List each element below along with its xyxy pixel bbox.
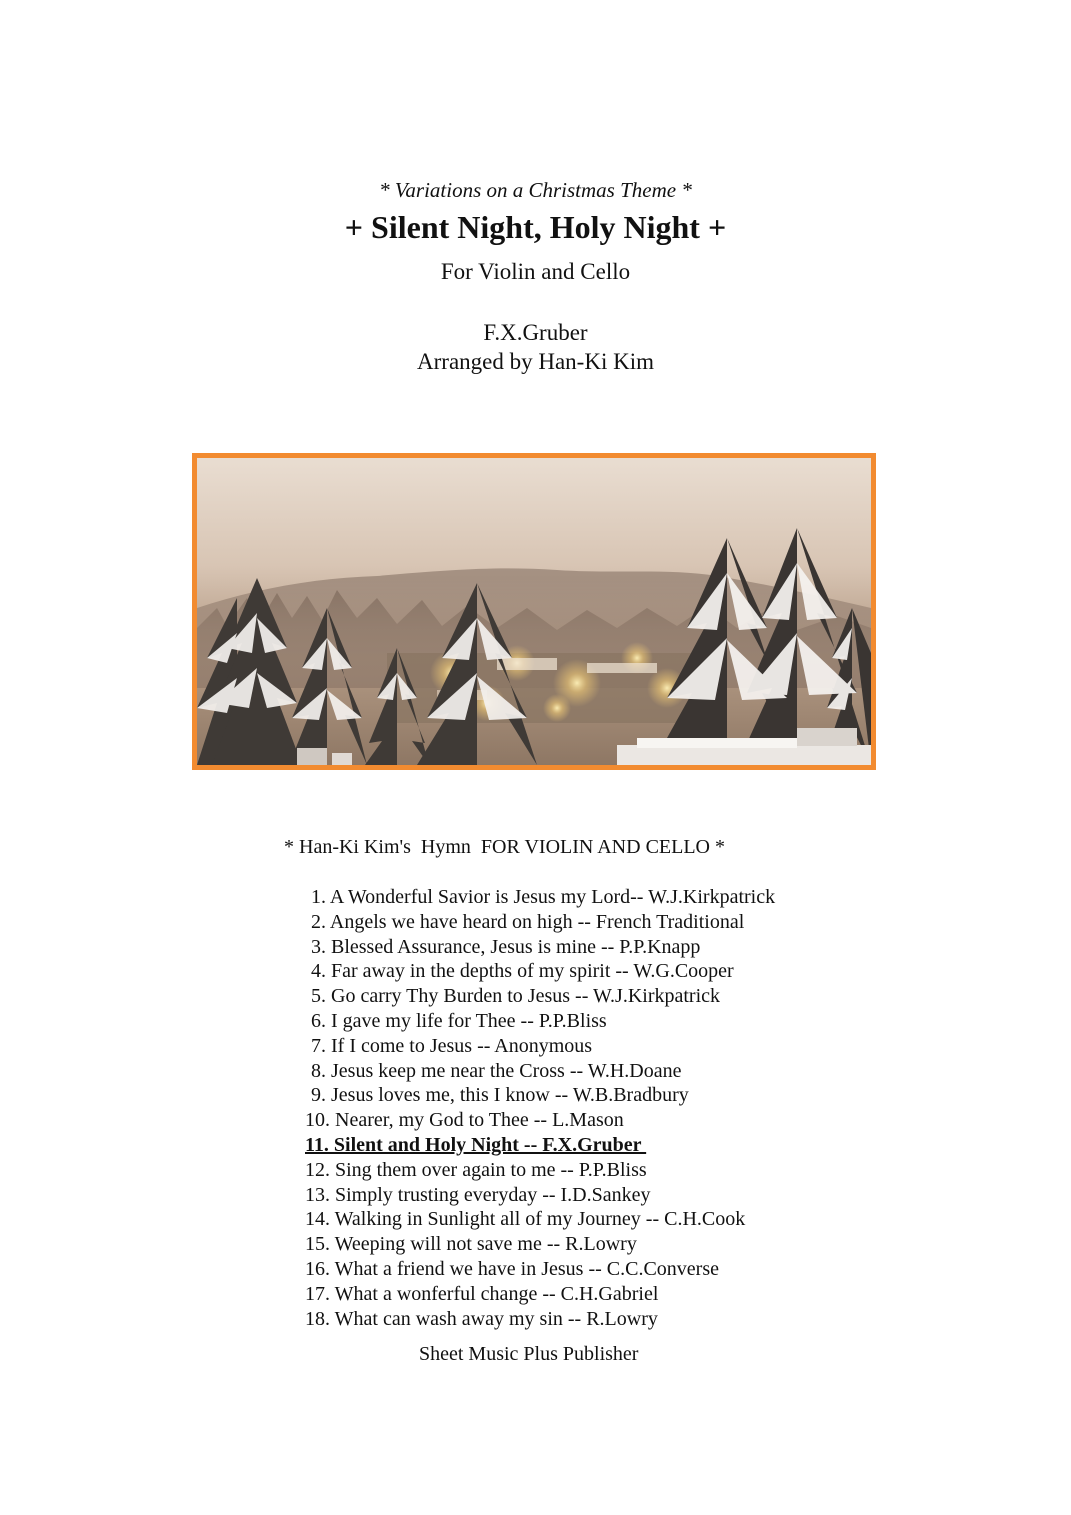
arranger: Arranged by Han-Ki Kim: [417, 349, 654, 374]
hymn-list-item: 12. Sing them over again to me -- P.P.Bliss: [305, 1158, 647, 1181]
series-heading: * Han-Ki Kim's Hymn FOR VIOLIN AND CELLO *: [284, 836, 725, 858]
hymn-list-item: 6. I gave my life for Thee -- P.P.Bliss: [311, 1010, 607, 1032]
hymn-list-item: 3. Blessed Assurance, Jesus is mine -- P.P.Knapp: [311, 935, 701, 958]
publisher: Sheet Music Plus Publisher: [419, 1343, 639, 1365]
composer: F.X.Gruber: [483, 320, 588, 345]
hymn-list-item: 9. Jesus loves me, this I know -- W.B.Bradbury: [311, 1084, 689, 1107]
hymn-list-item: 14. Walking in Sunlight all of my Journey -- C.H.Cook: [305, 1208, 746, 1231]
page-title: + Silent Night, Holy Night +: [344, 209, 727, 245]
snowy-forest-village-photo: [197, 458, 871, 765]
hymn-list-item: 2. Angels we have heard on high -- French Traditional: [311, 910, 745, 933]
hymn-list-item-current: 11. Silent and Holy Night -- F.X.Gruber: [305, 1134, 647, 1156]
hymn-list-item: 15. Weeping will not save me -- R.Lowry: [305, 1233, 637, 1256]
hymn-list-item: 13. Simply trusting everyday -- I.D.Sankey: [305, 1183, 651, 1206]
cover-image-frame: [192, 453, 876, 770]
cover-subtitle: * Variations on a Christmas Theme *: [379, 178, 692, 202]
hymn-list-item: 5. Go carry Thy Burden to Jesus -- W.J.Kirkpatrick: [311, 985, 721, 1008]
instrumentation: For Violin and Cello: [440, 259, 631, 284]
hymn-list-item: 17. What a wonferful change -- C.H.Gabriel: [305, 1282, 659, 1305]
hymn-list-item: 1. A Wonderful Savior is Jesus my Lord-- W.J.Kirkpatrick: [311, 886, 776, 908]
hymn-list-item: 7. If I come to Jesus -- Anonymous: [311, 1034, 593, 1057]
hymn-list-item: 8. Jesus keep me near the Cross -- W.H.Doane: [311, 1059, 682, 1082]
hymn-list-item: 10. Nearer, my God to Thee -- L.Mason: [305, 1109, 624, 1132]
hymn-list-item: 16. What a friend we have in Jesus -- C.C.Converse: [305, 1258, 719, 1280]
hymn-list-item: 4. Far away in the depths of my spirit -- W.G.Cooper: [311, 960, 734, 983]
hymn-list-item: 18. What can wash away my sin -- R.Lowry: [305, 1307, 658, 1330]
